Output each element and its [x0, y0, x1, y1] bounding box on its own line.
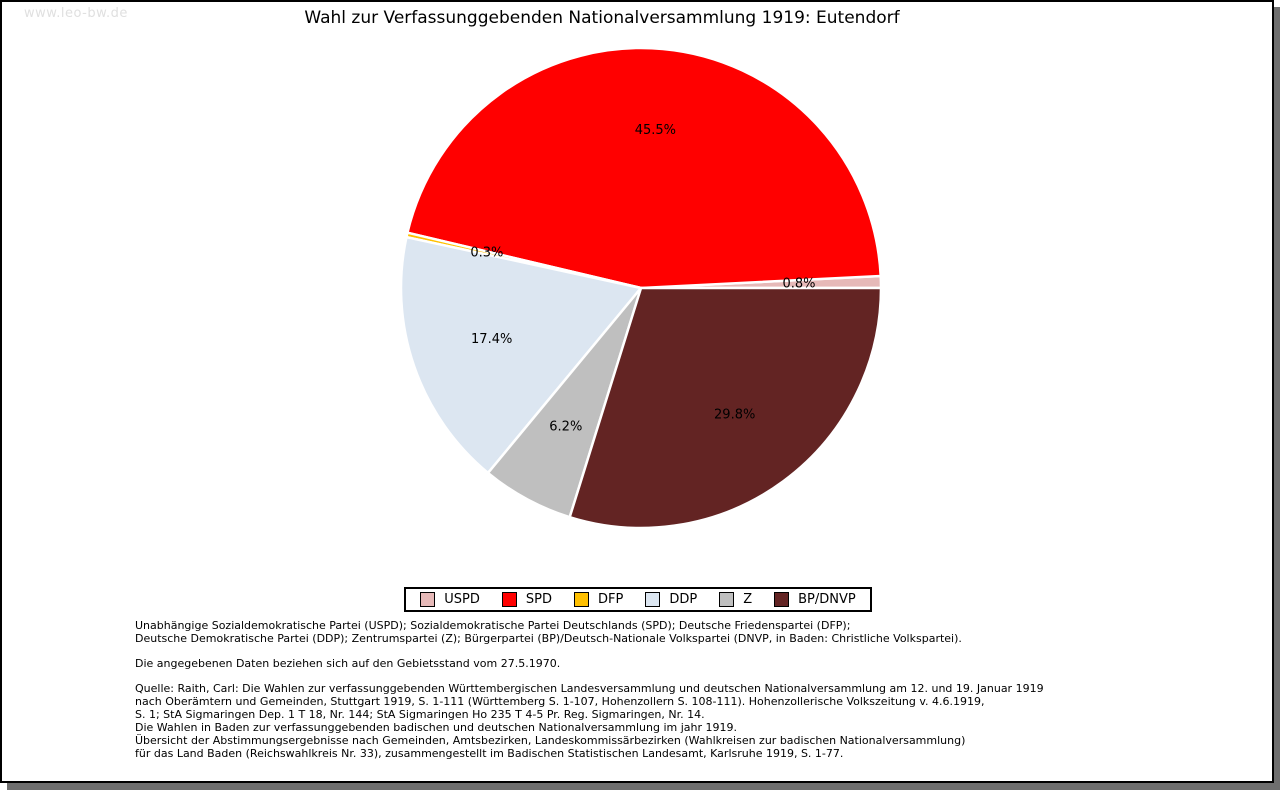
legend-swatch-icon — [719, 592, 734, 607]
footnote-line: Übersicht der Abstimmungsergebnisse nach Gemeinden, Amtsbezirken, Landeskommissärbezirken (Wahlkreisen zur badischen Nationalversammlung) — [135, 734, 966, 747]
pie-slice-label-spd: 45.5% — [634, 123, 677, 139]
legend-item-bp-dnvp — [774, 592, 856, 607]
pie-slice-label-bp-dnvp: 29.8% — [714, 407, 756, 423]
pie-slice-label-z: 6.2% — [549, 419, 583, 435]
legend-label: BP/DNVP — [798, 592, 856, 607]
legend-label: DFP — [598, 592, 624, 607]
legend-label: DDP — [669, 592, 698, 607]
footnote-line: Quelle: Raith, Carl: Die Wahlen zur verfassunggebenden Württembergischen Landesversammlung und deutschen Nationalversammlung am 12. und 19. Januar 1919 — [135, 682, 1044, 695]
footnote-abbreviations — [135, 619, 1044, 645]
legend-item-uspd — [420, 592, 480, 607]
legend-label: Z — [743, 592, 753, 607]
legend-item-dfp — [574, 592, 623, 607]
pie-chart — [2, 2, 1280, 577]
footnotes — [135, 619, 1044, 760]
pie-slice-label-ddp: 17.4% — [471, 332, 513, 348]
footnote-line: Die Wahlen in Baden zur verfassunggebenden badischen und deutschen Nationalversammlung im jahr 1919. — [135, 721, 738, 734]
footnote-gebietsstand — [135, 657, 1044, 670]
footnote-line: Deutsche Demokratische Partei (DDP); Zentrumspartei (Z); Bürgerpartei (BP)/Deutsch-Nationale Volkspartei (DNVP, in Baden: Christliche Volkspartei). — [135, 632, 962, 645]
legend-item-ddp — [645, 592, 697, 607]
legend — [404, 587, 871, 612]
legend-label: USPD — [444, 592, 480, 607]
legend-item-spd — [502, 592, 552, 607]
legend-swatch-icon — [574, 592, 589, 607]
legend-swatch-icon — [645, 592, 660, 607]
footnote-line: S. 1; StA Sigmaringen Dep. 1 T 18, Nr. 144; StA Sigmaringen Ho 235 T 4-5 Pr. Reg. Sigmaringen, Nr. 14. — [135, 708, 705, 721]
legend-swatch-icon — [774, 592, 789, 607]
legend-row — [2, 587, 1274, 612]
pie-slice-label-uspd: 0.8% — [782, 276, 816, 292]
legend-item-z — [719, 592, 752, 607]
footnote-line: nach Oberämtern und Gemeinden, Stuttgart 1919, S. 1-111 (Württemberg S. 1-107, Hohenzollern S. 108-111). Hohenzollerische Volkszeitung v. 4.6.1919, — [135, 695, 985, 708]
page-title: Wahl zur Verfassunggebenden Nationalversammlung 1919: Eutendorf — [304, 8, 900, 28]
legend-swatch-icon — [502, 592, 517, 607]
footnote-quelle — [135, 682, 1044, 760]
footnote-line: Die angegebenen Daten beziehen sich auf den Gebietsstand vom 27.5.1970. — [135, 657, 561, 670]
footnote-line: Unabhängige Sozialdemokratische Partei (USPD); Sozialdemokratische Partei Deutschlands (SPD); Deutsche Friedenspartei (DFP); — [135, 619, 851, 632]
watermark: www.leo-bw.de — [24, 6, 128, 21]
footnote-line: für das Land Baden (Reichswahlkreis Nr. 33), zusammengestellt im Badischen Statistischen Landesamt, Karlsruhe 1919, S. 1-77. — [135, 747, 844, 760]
pie-slice-label-dfp: 0.3% — [470, 245, 504, 261]
legend-swatch-icon — [420, 592, 435, 607]
legend-label: SPD — [525, 592, 552, 607]
